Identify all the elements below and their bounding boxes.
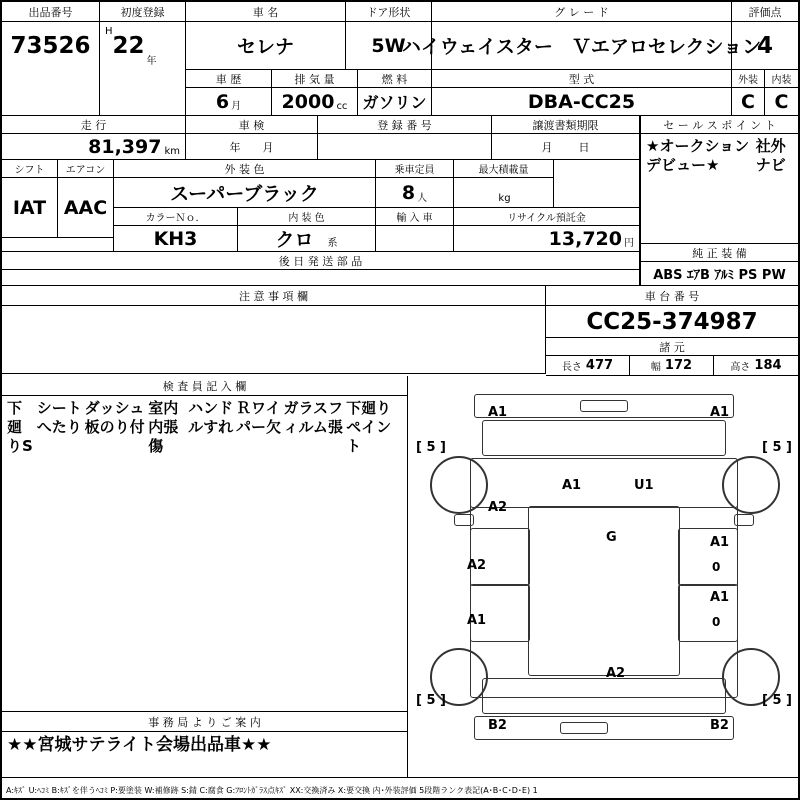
inspector-comment-value: 下廻りS シートへたり ダッシュ板のり付 室内内張傷 ハンドルすれ Ｒワイパー欠 ガラスフィルム張 下廻りペイント bbox=[2, 396, 408, 712]
row3-spacer bbox=[554, 160, 640, 208]
damage-mark: [ 5 ] bbox=[416, 693, 446, 708]
damage-mark: 0 bbox=[712, 560, 721, 574]
damage-mark: A1 bbox=[710, 590, 730, 605]
later-parts-spacer bbox=[2, 238, 114, 252]
lot-number-label: 出品番号 bbox=[2, 2, 100, 22]
transfer-deadline-value: 月 日 bbox=[492, 134, 640, 160]
damage-mark: [ 5 ] bbox=[762, 693, 792, 708]
door-type-label: ドア形状 bbox=[346, 2, 432, 22]
lot-number-spacer bbox=[2, 70, 100, 116]
office-notice-label: 事 務 局 よ り ご 案 内 bbox=[2, 712, 408, 732]
score-value: 4 bbox=[732, 22, 798, 70]
interior-rank-value: C bbox=[765, 88, 798, 116]
shift-value: IAT bbox=[2, 178, 58, 238]
fuel-label: 燃 料 bbox=[358, 70, 432, 88]
damage-mark: A1 bbox=[467, 613, 487, 628]
import-value bbox=[376, 226, 454, 252]
first-registration-value: H 22 年 bbox=[100, 22, 186, 70]
color-number-value: KH3 bbox=[114, 226, 238, 252]
dimension-width: 幅 172 bbox=[630, 356, 714, 376]
dimension-length: 長さ 477 bbox=[546, 356, 630, 376]
grade-label: グ レ ー ド bbox=[432, 2, 732, 22]
oem-equipment-label: 純 正 装 備 bbox=[640, 244, 798, 262]
notes-value bbox=[2, 306, 546, 374]
displacement-value: 2000 cc bbox=[272, 88, 358, 116]
damage-mark: A1 bbox=[488, 405, 508, 420]
damage-diagram bbox=[410, 378, 796, 776]
history-label: 車 歴 bbox=[186, 70, 272, 88]
office-notice-value: ★★宮城サテライト会場出品車★★ bbox=[2, 732, 408, 778]
dimensions-label: 諸 元 bbox=[546, 338, 798, 356]
shift-label: シフト bbox=[2, 160, 58, 178]
recycle-fee-label: リサイクル預託金 bbox=[454, 208, 640, 226]
damage-mark: A1 bbox=[710, 405, 730, 420]
fuel-value: ガソリン bbox=[358, 88, 432, 116]
damage-mark: [ 5 ] bbox=[416, 440, 446, 455]
door-type-value: 5W bbox=[346, 22, 432, 70]
exterior-rank-value: C bbox=[732, 88, 765, 116]
mirror-left bbox=[454, 514, 474, 526]
car-name-label: 車 名 bbox=[186, 2, 346, 22]
later-parts-label: 後 日 発 送 部 品 bbox=[2, 252, 640, 270]
interior-rank-label: 内装 bbox=[765, 70, 798, 88]
damage-mark: B2 bbox=[488, 718, 507, 733]
model-code-value: DBA-CC25 bbox=[432, 88, 732, 116]
inspection-value: 年 月 bbox=[186, 134, 318, 160]
damage-mark: A2 bbox=[467, 558, 487, 573]
rear-hatch-shape bbox=[482, 678, 726, 714]
lot-number-value: 73526 bbox=[2, 22, 100, 70]
registration-number-label: 登 録 番 号 bbox=[318, 116, 492, 134]
damage-mark: 0 bbox=[712, 615, 721, 629]
rear-plate-shape bbox=[560, 722, 608, 734]
chassis-number-value: CC25-374987 bbox=[546, 306, 798, 338]
score-label: 評価点 bbox=[732, 2, 798, 22]
wheel-front-left bbox=[430, 456, 488, 514]
exterior-rank-label: 外装 bbox=[732, 70, 765, 88]
interior-color-value: クロ 系 bbox=[238, 226, 376, 252]
front-plate-shape bbox=[580, 400, 628, 412]
damage-mark: A1 bbox=[562, 478, 582, 493]
car-name-value: セレナ bbox=[186, 22, 346, 70]
seats-label: 乗車定員 bbox=[376, 160, 454, 178]
color-number-label: カラーＮｏ． bbox=[114, 208, 238, 226]
exterior-color-label: 外 装 色 bbox=[114, 160, 376, 178]
damage-mark: A2 bbox=[606, 666, 626, 681]
seats-value: 8 人 bbox=[376, 178, 454, 208]
later-parts-value bbox=[2, 270, 640, 286]
damage-mark: G bbox=[606, 530, 617, 545]
sales-point-value: ★オークションデビュー★ 社外ナビ bbox=[640, 134, 798, 244]
damage-mark: [ 5 ] bbox=[762, 440, 792, 455]
transfer-deadline-label: 譲渡書類期限 bbox=[492, 116, 640, 134]
max-load-label: 最大積載量 bbox=[454, 160, 554, 178]
displacement-label: 排 気 量 bbox=[272, 70, 358, 88]
chassis-number-label: 車 台 番 号 bbox=[546, 286, 798, 306]
interior-color-label: 内 装 色 bbox=[238, 208, 376, 226]
notes-label: 注 意 事 項 欄 bbox=[2, 286, 546, 306]
damage-mark: A1 bbox=[710, 535, 730, 550]
mileage-label: 走 行 bbox=[2, 116, 186, 134]
damage-mark: U1 bbox=[634, 478, 654, 493]
legend-footer: A:ｷｽﾞ U:ﾍｺﾐ B:ｷｽﾞを伴うﾍｺﾐ P:要塗装 W:補修跡 S:錆 C:腐食 G:ﾌﾛﾝﾄｶﾞﾗｽ点ｷｽﾞ XX:交換済み X:要交換 内･外装評価 5段階ランク表記(A･B･C･D･E) 1 bbox=[6, 785, 538, 795]
damage-mark: B2 bbox=[710, 718, 729, 733]
wheel-front-right bbox=[722, 456, 780, 514]
registration-number-value bbox=[318, 134, 492, 160]
grade-value: ハイウェイスター Ｖエアロセレクション bbox=[432, 22, 732, 70]
ac-label: エアコン bbox=[58, 160, 114, 178]
history-value: 6 月 bbox=[186, 88, 272, 116]
recycle-fee-value: 13,720 円 bbox=[454, 226, 640, 252]
first-registration-label: 初度登録 bbox=[100, 2, 186, 22]
model-code-label: 型 式 bbox=[432, 70, 732, 88]
roof-panel-shape bbox=[528, 506, 680, 676]
left-front-door-shape bbox=[470, 528, 530, 586]
damage-mark: A2 bbox=[488, 500, 508, 515]
exterior-color-value: スーパーブラック bbox=[114, 178, 376, 208]
sales-point-label: セ ー ル ス ポ イ ン ト bbox=[640, 116, 798, 134]
first-reg-spacer bbox=[100, 70, 186, 116]
import-label: 輸 入 車 bbox=[376, 208, 454, 226]
ac-value: AAC bbox=[58, 178, 114, 238]
oem-equipment-value: ABS ｴｱB ｱﾙﾐ PS PW bbox=[640, 262, 798, 286]
inspection-label: 車 検 bbox=[186, 116, 318, 134]
dimension-height: 高さ 184 bbox=[714, 356, 798, 376]
max-load-value: kg bbox=[454, 178, 554, 208]
mileage-value: 81,397 km bbox=[2, 134, 186, 160]
mirror-right bbox=[734, 514, 754, 526]
inspector-comment-label: 検 査 員 記 入 欄 bbox=[2, 376, 408, 396]
hood-shape bbox=[482, 420, 726, 456]
